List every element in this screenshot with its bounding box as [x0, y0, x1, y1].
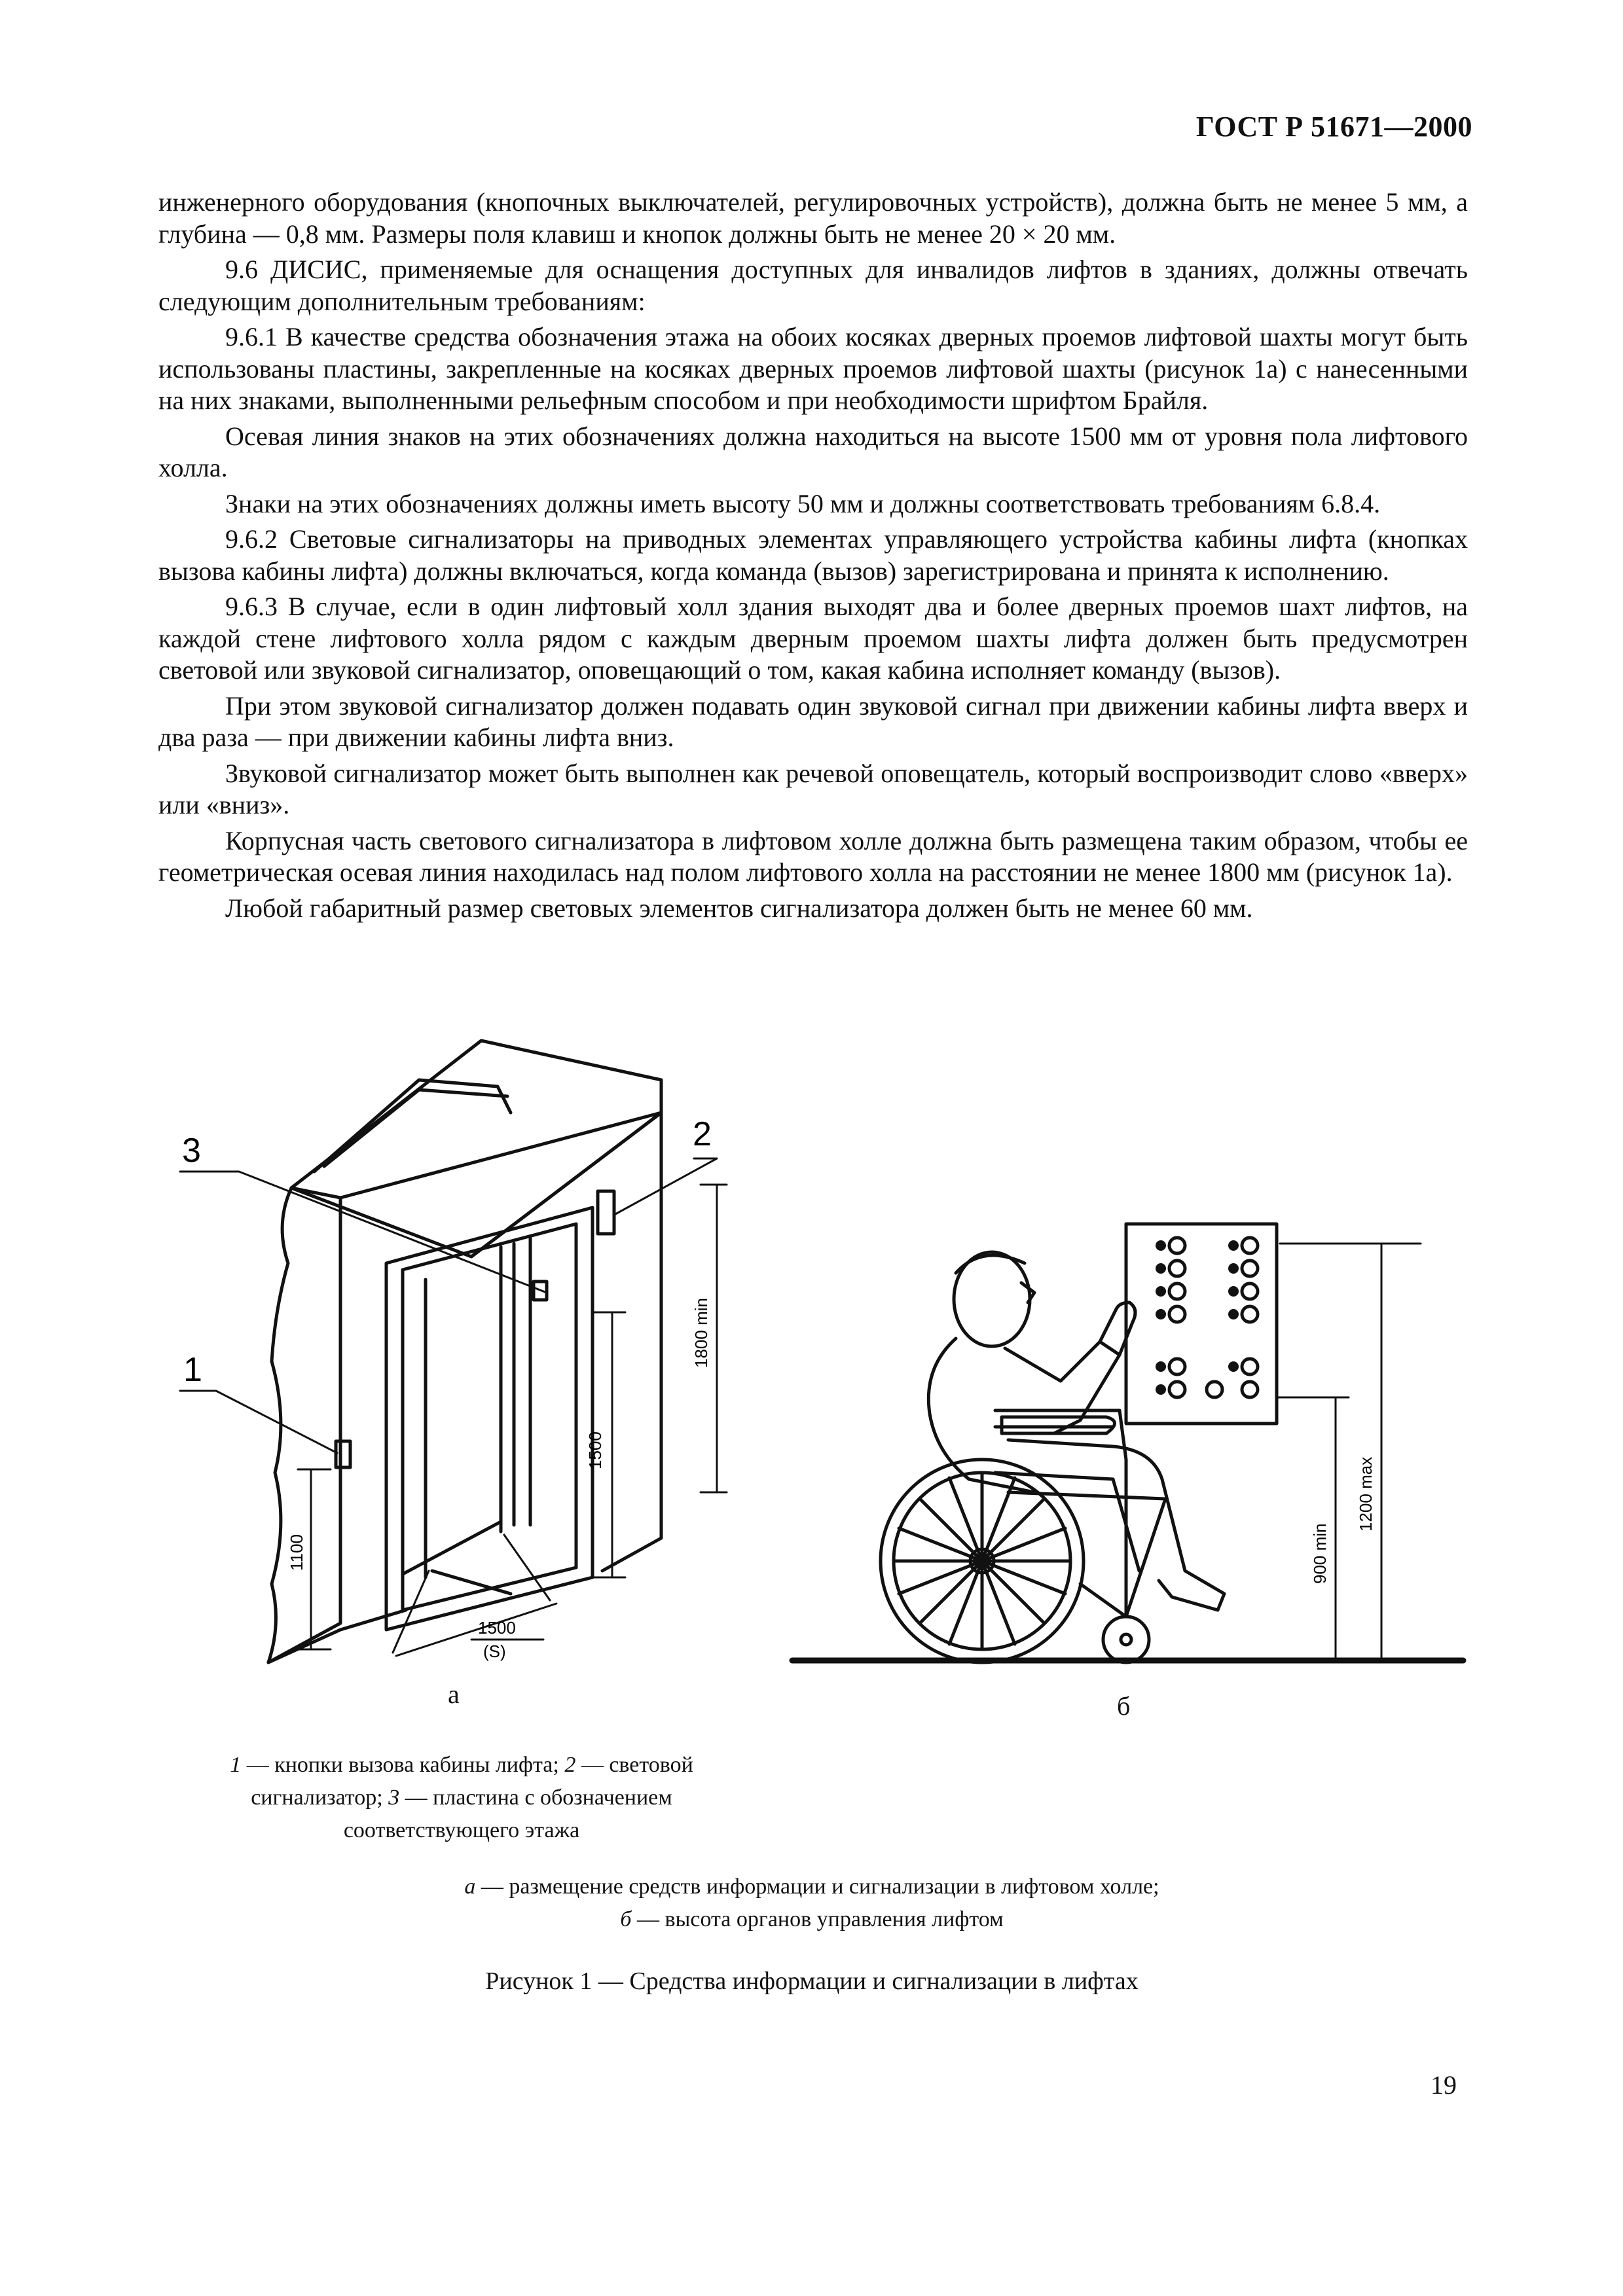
- figure-a-legend: [177, 1749, 746, 1847]
- paragraph: При этом звуковой сигнализатор должен подавать один звуковой сигнал при движении кабины лифта вверх и два раза — при движении кабины лифта вниз.: [158, 691, 1468, 752]
- paragraph: 9.6 ДИСИС, применяемые для оснащения доступных для инвалидов лифтов в зданиях, должны отвечать следующим дополнительным требованиям:: [158, 255, 1468, 316]
- paragraph: Осевая линия знаков на этих обозначениях должна находиться на высоте 1500 мм от уровня пола лифтового холла.: [158, 421, 1468, 482]
- paragraph: Корпусная часть светового сигнализатора в лифтовом холле должна быть размещена таким образом, чтобы ее геометрическая осевая линия находилась над полом лифтового холла на расстоянии не менее 1800 мм (рисунок 1а).: [158, 825, 1468, 887]
- subcaption-text: — высота органов управления лифтом: [631, 1907, 1004, 1931]
- paragraph: Любой габаритный размер световых элементов сигнализатора должен быть не менее 60 мм.: [225, 893, 1253, 923]
- dim-1200-max: 1200 max: [1356, 1456, 1376, 1532]
- dimension-lines-b: [1277, 1244, 1421, 1660]
- lift-hall-drawing: [268, 1041, 661, 1662]
- paragraph: 9.6.2 Световые сигнализаторы на приводных элементах управляющего устройства кабины лифта (кнопках вызова кабины лифта) должны включаться, когда команда (вызов) зарегистрирована и принята к исполнению.: [158, 524, 1468, 586]
- dimension-lines-a: [180, 1158, 727, 1656]
- dim-s: (S): [483, 1641, 506, 1661]
- legend-text: — пластина с обозначением соответствующего этажа: [343, 1785, 672, 1842]
- figure-caption: Рисунок 1 — Средства информации и сигнализации в лифтах: [485, 1967, 1139, 1995]
- paragraph: инженерного оборудования (кнопочных выключателей, регулировочных устройств), должна быть не менее 5 мм, а глубина — 0,8 мм. Размеры поля клавиш и кнопок должны быть не менее 20 × 20 мм.: [158, 187, 1468, 249]
- callout-2: 2: [693, 1115, 712, 1153]
- paragraph: Звуковой сигнализатор может быть выполнен как речевой оповещатель, который воспроизводит слово «вверх» или «вниз».: [158, 758, 1468, 819]
- figure-subcaption: [262, 1871, 1362, 1936]
- panel-buttons: [1156, 1238, 1258, 1397]
- callout-3: 3: [182, 1132, 201, 1170]
- subcaption-a: [262, 1871, 1362, 1903]
- dim-1800-min: 1800 min: [691, 1298, 711, 1368]
- legend-number: 3: [388, 1785, 400, 1810]
- dim-900-min: 900 min: [1310, 1523, 1330, 1584]
- dim-1500-height: 1500: [585, 1431, 605, 1469]
- dim-1100: 1100: [287, 1534, 306, 1571]
- dim-1500-width: 1500: [478, 1618, 516, 1638]
- legend-number: 1: [230, 1753, 242, 1777]
- callout-1: 1: [183, 1351, 202, 1389]
- wheelchair-user-drawing: [792, 1224, 1463, 1662]
- subfigure-label-a: а: [448, 1679, 460, 1709]
- subcaption-b: [262, 1903, 1362, 1936]
- subfigure-label-b: б: [1117, 1691, 1131, 1721]
- legend-text: — кнопки вызова кабины лифта;: [241, 1753, 565, 1777]
- page-number: 19: [1431, 2070, 1457, 2100]
- subcaption-letter: б: [620, 1907, 632, 1931]
- subcaption-letter: а: [464, 1874, 476, 1899]
- paragraph: Знаки на этих обозначениях должны иметь высоту 50 мм и должны соответствовать требованиям 6.8.4.: [225, 488, 1381, 518]
- document-code: ГОСТ Р 51671—2000: [1195, 111, 1472, 143]
- subcaption-text: — размещение средств информации и сигнализации в лифтовом холле;: [475, 1874, 1159, 1899]
- legend-number: 2: [564, 1753, 576, 1777]
- legend-text: — световой сигнализатор;: [251, 1753, 693, 1810]
- paragraph: 9.6.3 В случае, если в один лифтовый холл здания выходят два и более дверных проемов шахт лифтов, на каждой стене лифтового холла рядом с каждым дверным проемом шахты лифта должен быть предусмотрен световой или звуковой сигнализатор, оповещающий о том, какая кабина исполняет команду (вызов).: [158, 592, 1468, 685]
- paragraph: 9.6.1 В качестве средства обозначения этажа на обоих косяках дверных проемов лифтовой шахты могут быть использованы пластины, закрепленные на косяках дверных проемов лифтовой шахты (рисунок 1а) с нанесенными на них знаками, выполненными рельефным способом и при необходимости шрифтом Брайля.: [158, 322, 1468, 415]
